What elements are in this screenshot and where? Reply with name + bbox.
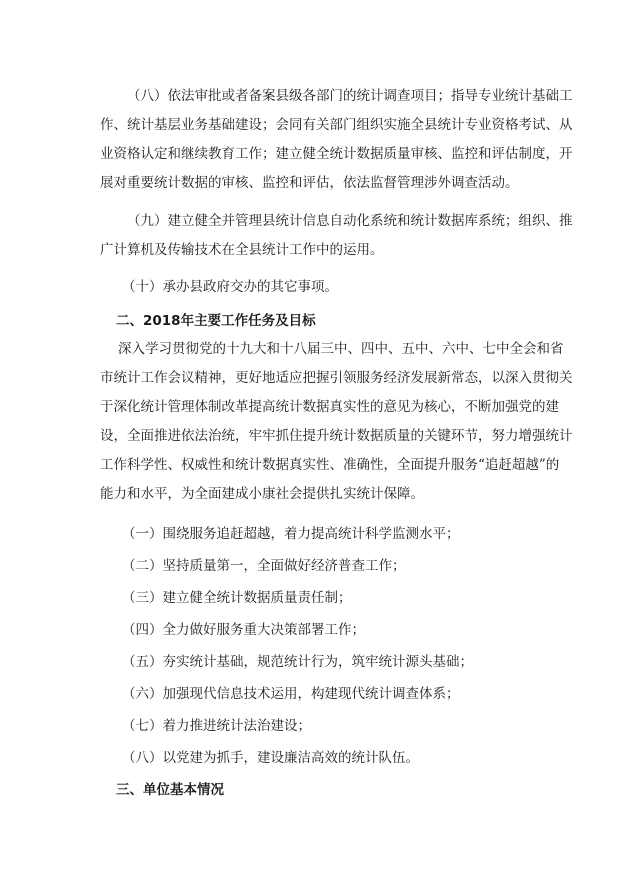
text-line: （九）建立健全并管理县统计信息自动化系统和统计数据库系统；组织、推 [127, 213, 573, 229]
task-item: （六）加强现代信息技术运用，构建现代统计调查体系； [122, 686, 460, 702]
text-line: 能力和水平，为全面建成小康社会提供扎实统计保障。 [100, 486, 424, 502]
duty-item-9 [100, 207, 573, 265]
text-line: 作、统计基层业务基础建设；会同有关部门组织实施全县统计专业资格考试、从 [100, 117, 573, 133]
text-line: 广计算机及传输技术在全县统计工作中的运用。 [100, 242, 384, 258]
text-line: 于深化统计管理体制改革提高统计数据真实性的意见为核心，不断加强党的建 [100, 399, 559, 415]
task-item: （三）建立健全统计数据质量责任制； [122, 590, 352, 606]
task-item: （五）夯实统计基础，规范统计行为，筑牢统计源头基础； [122, 654, 473, 670]
duty-item-10: （十）承办县政府交办的其它事项。 [122, 279, 338, 295]
task-item: （二）坚持质量第一，全面做好经济普查工作； [122, 558, 406, 574]
task-item: （八）以党建为抓手，建设廉洁高效的统计队伍。 [122, 750, 419, 766]
duty-item-8 [100, 82, 573, 198]
task-item: （四）全力做好服务重大决策部署工作； [122, 622, 365, 638]
text-line: （八）依法审批或者备案县级各部门的统计调查项目；指导专业统计基础工 [127, 88, 573, 104]
section-2-intro [100, 335, 573, 509]
text-line: 工作科学性、权威性和统计数据真实性、准确性，全面提升服务“追赶超越”的 [100, 457, 560, 473]
text-line: 业资格认定和继续教育工作；建立健全统计数据质量审核、监控和评估制度，开 [100, 146, 573, 162]
section-heading-3: 三、单位基本情况 [116, 782, 224, 798]
text-line: 展对重要统计数据的审核、监控和评估，依法监督管理涉外调查活动。 [100, 175, 519, 191]
task-item: （七）着力推进统计法治建设； [122, 718, 311, 734]
text-line: 深入学习贯彻党的十九大和十八届三中、四中、五中、六中、七中全会和省 [118, 341, 564, 357]
text-line: 市统计工作会议精神，更好地适应把握引领服务经济发展新常态，以深入贯彻关 [100, 370, 573, 386]
section-heading-2: 二、2018年主要工作任务及目标 [116, 313, 316, 329]
text-line: 设，全面推进依法治统，牢牢抓住提升统计数据质量的关键环节，努力增强统计 [100, 428, 573, 444]
task-item: （一）围绕服务追赶超越，着力提高统计科学监测水平； [122, 526, 460, 542]
